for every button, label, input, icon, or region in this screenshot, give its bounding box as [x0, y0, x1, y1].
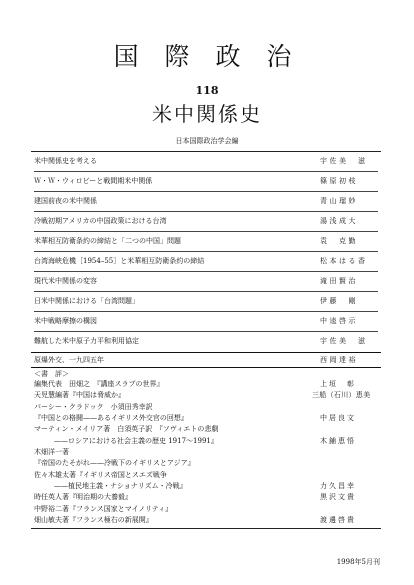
review-author: 力久昌幸: [320, 482, 356, 490]
issue-number: 118: [195, 84, 219, 97]
article-author: 伊藤 剛: [320, 297, 358, 305]
toc-row: [34, 292, 378, 312]
article-title: 日米中関係における「台湾問題」: [34, 297, 139, 305]
review-author: 中居良文: [320, 414, 356, 422]
review-text: 『中国との格闘——あるイギリス外交官の回想』: [34, 414, 188, 422]
review-line: [34, 515, 378, 526]
article-title: 難航した米中原子力平和利用協定: [34, 337, 139, 345]
article-author: 袁 克勤: [320, 237, 358, 245]
article-title: 冷戦初期アメリカの中国政策における台湾: [34, 217, 167, 225]
toc-row: [34, 312, 378, 332]
special-article: [34, 353, 378, 367]
toc-row: [34, 232, 378, 252]
journal-title: 国 際 政 治: [113, 42, 301, 71]
review-text: 時任英人著『明治期の大養毅』: [34, 493, 132, 501]
review-text: 畑山敏夫著『フランス極右の新展開』: [34, 516, 153, 524]
article-title: 米中戦略摩擦の構図: [34, 317, 97, 325]
review-line: [34, 390, 378, 401]
review-author: 黒沢文貴: [320, 493, 356, 501]
article-title: Ｗ・Ｗ・ウィロビーと戦間期米中関係: [34, 177, 153, 185]
toc-bottom-rule: [31, 528, 381, 529]
article-title: 現代米中関係の変容: [34, 277, 97, 285]
review-text: 木畑洋一著: [34, 448, 69, 456]
review-text: パーシー・クラドック 小須田秀幸訳: [34, 403, 153, 411]
review-text: 中野裕二著『フランス国家とマイノリティ』: [34, 505, 173, 513]
publish-date: 1998年5月刊: [336, 558, 380, 566]
review-line: [34, 458, 378, 469]
article-author: 松本はる香: [320, 257, 368, 265]
review-text: 天児慧編著『中国は脅威か』: [34, 391, 125, 399]
toc-row: [34, 172, 378, 192]
review-text: マーティン・メイリア著 白須英子訳 『ソヴィエトの悲劇: [34, 425, 219, 433]
review-line: [34, 424, 378, 435]
review-author: 三船（石川）恵美: [312, 391, 371, 399]
special-article-author: 西岡達裕: [320, 356, 358, 364]
review-line: [34, 413, 378, 424]
article-title: 建国前夜の米中関係: [34, 197, 97, 205]
special-article-title: 原爆外交、一九四五年: [34, 356, 104, 364]
review-line: [34, 402, 378, 413]
review-text: 佐々木雄太著『イギリス帝国とスエズ戦争: [34, 471, 167, 479]
reviews-heading: ＜書 評＞: [34, 370, 69, 378]
toc-row: [34, 252, 378, 272]
review-rule: [31, 367, 381, 368]
toc-row: [34, 212, 378, 232]
review-line: [34, 447, 378, 458]
review-text: 編集代表 田畑之 『講座スラブの世界』: [34, 380, 164, 388]
article-author: 滝田賢治: [320, 277, 358, 285]
toc-row: [34, 192, 378, 212]
article-author: 中逵啓示: [320, 317, 358, 325]
article-author: 篠原初枝: [320, 177, 358, 185]
review-line: [34, 492, 378, 503]
review-line: [34, 481, 378, 492]
review-author: 上垣 彰: [320, 380, 356, 388]
article-title: 米華相互防衛条約の締結と「二つの中国」問題: [34, 237, 181, 245]
review-author: 渡邊啓貴: [320, 516, 356, 524]
toc-row: [34, 332, 378, 351]
article-author: 湯浅成大: [320, 217, 358, 225]
review-author: 木鋪恵悟: [320, 437, 356, 445]
review-text: ——ロシアにおける社会主義の歴史 1917〜1991』: [54, 437, 218, 445]
issue-title: 米中関係史: [152, 102, 262, 126]
review-text: 『帝国のたそがれ——冷戦下のイギリスとアジア』: [34, 459, 195, 467]
review-line: [34, 504, 378, 515]
article-author: 宇佐美 滋: [320, 337, 368, 345]
article-author: 青山瑠妙: [320, 197, 358, 205]
editor-credit: 日本国際政治学会編: [175, 137, 239, 145]
review-line: [34, 379, 378, 390]
article-title: 米中関係史を考える: [34, 157, 97, 165]
toc-row: [34, 152, 378, 172]
review-line: [34, 470, 378, 481]
toc-row: [34, 272, 378, 292]
review-text: ——植民地主義・ナショナリズム・冷戦』: [54, 482, 187, 490]
article-author: 宇佐美 滋: [320, 157, 368, 165]
article-title: 台湾海峡危機［1954–55］と米華相互防衛条約の締結: [34, 257, 205, 265]
review-line: [34, 436, 378, 447]
